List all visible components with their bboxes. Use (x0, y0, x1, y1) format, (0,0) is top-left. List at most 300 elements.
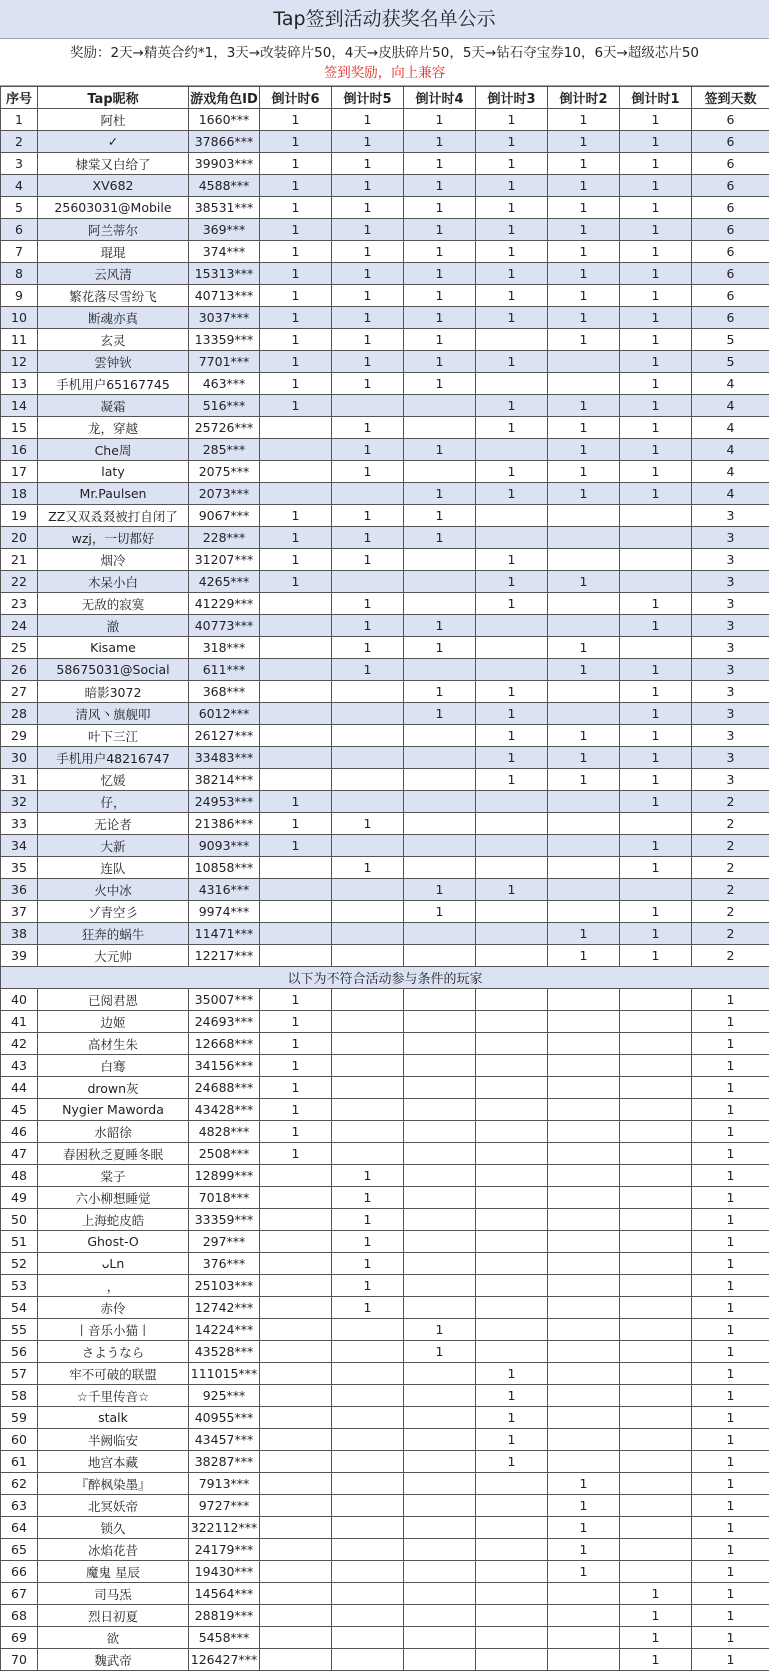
table-cell: 611*** (189, 659, 260, 681)
table-cell: 忆媛 (38, 769, 189, 791)
table-cell: 24179*** (189, 1539, 260, 1561)
table-cell: 1 (692, 1583, 769, 1605)
table-cell: 12217*** (189, 945, 260, 967)
table-cell (620, 1319, 692, 1341)
table-cell: ✓ (38, 131, 189, 153)
table-cell: 1 (332, 351, 404, 373)
table-cell: 1 (620, 1583, 692, 1605)
table-cell: 1 (332, 505, 404, 527)
table-cell (260, 637, 332, 659)
table-cell: 1 (260, 285, 332, 307)
table-cell: 司马炁 (38, 1583, 189, 1605)
table-cell: 1 (692, 1275, 769, 1297)
table-cell: 1 (404, 703, 476, 725)
table-cell: 1 (620, 131, 692, 153)
table-cell: 3 (692, 769, 769, 791)
table-cell (260, 725, 332, 747)
table-row (1, 857, 769, 879)
table-row (1, 439, 769, 461)
table-cell: 1 (476, 769, 548, 791)
table-cell: 1 (692, 1539, 769, 1561)
table-cell (404, 1297, 476, 1319)
table-cell: 63 (1, 1495, 38, 1517)
table-cell: 21 (1, 549, 38, 571)
table-cell: 1 (476, 109, 548, 131)
table-cell: 1 (332, 1187, 404, 1209)
table-cell: 1 (404, 109, 476, 131)
table-cell: 60 (1, 1429, 38, 1451)
table-cell: 1 (1, 109, 38, 131)
table-cell (476, 1605, 548, 1627)
table-cell (332, 1143, 404, 1165)
table-cell: 1 (260, 175, 332, 197)
table-cell: 1 (692, 1385, 769, 1407)
table-cell: 无论者 (38, 813, 189, 835)
table-cell: 1 (692, 1341, 769, 1363)
table-cell: 1 (260, 1121, 332, 1143)
table-cell (476, 329, 548, 351)
rewards-line: 奖励：2天→精英合约*1，3天→改装碎片50，4天→皮肤碎片50，5天→钻石夺宝券10，6天→超级芯片50 (69, 45, 700, 61)
table-cell: 无敌的寂寞 (38, 593, 189, 615)
table-cell: 锁久 (38, 1517, 189, 1539)
table-cell (260, 1561, 332, 1583)
table-cell: 285*** (189, 439, 260, 461)
table-cell (476, 1275, 548, 1297)
table-cell: 44 (1, 1077, 38, 1099)
table-cell: 1 (332, 1297, 404, 1319)
table-cell (332, 835, 404, 857)
table-cell (476, 1473, 548, 1495)
table-cell: 2508*** (189, 1143, 260, 1165)
table-cell: 56 (1, 1341, 38, 1363)
table-cell: 2073*** (189, 483, 260, 505)
table-cell (620, 1143, 692, 1165)
table-row (1, 747, 769, 769)
table-cell: 1 (476, 1385, 548, 1407)
table-cell: 36 (1, 879, 38, 901)
table-cell: 1 (620, 153, 692, 175)
table-cell: 14 (1, 395, 38, 417)
table-cell (404, 549, 476, 571)
table-cell: stalk (38, 1407, 189, 1429)
table-cell: 369*** (189, 219, 260, 241)
table-cell: 1 (476, 197, 548, 219)
table-cell: 1 (548, 483, 620, 505)
table-cell (548, 1011, 620, 1033)
table-cell: 1 (332, 285, 404, 307)
table-cell (260, 1451, 332, 1473)
table-cell: 26127*** (189, 725, 260, 747)
table-cell (404, 1583, 476, 1605)
table-cell: 1 (404, 197, 476, 219)
table-cell: 1 (620, 945, 692, 967)
table-cell (404, 989, 476, 1011)
table-cell: 2 (692, 945, 769, 967)
table-cell (404, 417, 476, 439)
table-cell: 39903*** (189, 153, 260, 175)
table-cell (404, 1385, 476, 1407)
table-cell: 1 (620, 373, 692, 395)
table-row (1, 1385, 769, 1407)
table-row (1, 1209, 769, 1231)
table-cell (548, 1649, 620, 1671)
table-row (1, 1121, 769, 1143)
col-header-countdown-5: 倒计时5 (332, 87, 404, 109)
table-row (1, 505, 769, 527)
table-cell (548, 1209, 620, 1231)
table-cell: 1 (260, 351, 332, 373)
table-cell: 1 (548, 175, 620, 197)
table-cell: 1 (620, 241, 692, 263)
table-cell (404, 1473, 476, 1495)
table-cell: 叶下三江 (38, 725, 189, 747)
table-cell: 1 (476, 747, 548, 769)
table-cell (260, 1319, 332, 1341)
table-cell: 42 (1, 1033, 38, 1055)
table-cell: 1 (260, 241, 332, 263)
table-cell (260, 923, 332, 945)
table-cell (548, 1187, 620, 1209)
table-cell: 1 (332, 153, 404, 175)
table-cell: 1 (332, 417, 404, 439)
table-cell (476, 637, 548, 659)
table-cell (548, 1429, 620, 1451)
table-cell: 琨琨 (38, 241, 189, 263)
ineligible-section (1, 967, 769, 989)
rewards-note: 签到奖励，向上兼容 (323, 65, 446, 81)
table-cell (260, 769, 332, 791)
table-cell: 40955*** (189, 1407, 260, 1429)
table-cell (620, 505, 692, 527)
table-cell: 1 (476, 549, 548, 571)
table-cell (332, 483, 404, 505)
table-cell: 1 (476, 725, 548, 747)
table-cell (620, 527, 692, 549)
col-header-countdown-4: 倒计时4 (404, 87, 476, 109)
table-cell: 1 (548, 285, 620, 307)
table-cell: 1 (260, 571, 332, 593)
table-cell (260, 1297, 332, 1319)
table-cell: 30 (1, 747, 38, 769)
table-cell: 仔， (38, 791, 189, 813)
table-cell: 7701*** (189, 351, 260, 373)
table-cell: 棣棠又白给了 (38, 153, 189, 175)
table-cell (548, 1143, 620, 1165)
table-cell (548, 1605, 620, 1627)
table-cell: 1 (260, 813, 332, 835)
table-cell: 4 (692, 395, 769, 417)
table-cell: 37 (1, 901, 38, 923)
table-cell: 1 (548, 1517, 620, 1539)
table-cell (260, 1517, 332, 1539)
table-row (1, 175, 769, 197)
table-cell: 1 (476, 1429, 548, 1451)
table-cell: 凝霜 (38, 395, 189, 417)
table-cell: 1 (332, 1209, 404, 1231)
table-cell (404, 1253, 476, 1275)
table-cell: 1 (692, 1209, 769, 1231)
table-cell: 1 (548, 1561, 620, 1583)
table-cell: 43 (1, 1055, 38, 1077)
table-cell: 赤伶 (38, 1297, 189, 1319)
table-cell: 41229*** (189, 593, 260, 615)
table-cell (548, 1583, 620, 1605)
table-cell: 1 (332, 857, 404, 879)
table-cell (260, 901, 332, 923)
table-cell: 19 (1, 505, 38, 527)
table-cell: 50 (1, 1209, 38, 1231)
table-row (1, 395, 769, 417)
table-cell: 1 (476, 263, 548, 285)
table-cell: 3 (692, 615, 769, 637)
table-cell: 1 (548, 263, 620, 285)
table-cell: 2 (692, 791, 769, 813)
table-cell: 1 (620, 857, 692, 879)
table-cell: 1 (404, 505, 476, 527)
table-cell: 1 (692, 1407, 769, 1429)
table-cell: 3 (692, 571, 769, 593)
table-cell: 1 (332, 659, 404, 681)
table-cell: 1 (332, 307, 404, 329)
table-row (1, 791, 769, 813)
table-cell (548, 1253, 620, 1275)
table-cell: 狂奔的蜗牛 (38, 923, 189, 945)
table-cell (404, 1429, 476, 1451)
table-cell (620, 571, 692, 593)
table-cell (548, 373, 620, 395)
table-cell: 11471*** (189, 923, 260, 945)
table-row (1, 1451, 769, 1473)
table-cell: 1 (692, 1627, 769, 1649)
table-cell: 连队 (38, 857, 189, 879)
table-cell: 1 (332, 197, 404, 219)
table-cell: 2 (692, 835, 769, 857)
table-cell: Kisame (38, 637, 189, 659)
table-cell: 1 (692, 1253, 769, 1275)
table-cell: 1 (692, 1473, 769, 1495)
table-cell: 1 (620, 923, 692, 945)
table-cell (476, 1583, 548, 1605)
table-cell: 1 (260, 527, 332, 549)
table-row (1, 901, 769, 923)
table-cell: 6 (692, 285, 769, 307)
table-cell: 6 (1, 219, 38, 241)
table-cell (404, 1649, 476, 1671)
table-cell (548, 989, 620, 1011)
table-row (1, 549, 769, 571)
table-cell (260, 1539, 332, 1561)
table-cell (548, 703, 620, 725)
table-cell (548, 1165, 620, 1187)
table-cell (620, 1407, 692, 1429)
table-row (1, 659, 769, 681)
table-cell (404, 461, 476, 483)
table-cell: 1 (476, 307, 548, 329)
table-cell (332, 1055, 404, 1077)
table-cell: 33 (1, 813, 38, 835)
table-cell (404, 593, 476, 615)
table-cell: 38214*** (189, 769, 260, 791)
table-row (1, 1583, 769, 1605)
table-cell: 52 (1, 1253, 38, 1275)
table-cell (332, 1341, 404, 1363)
table-cell (332, 1649, 404, 1671)
table-cell: 1 (404, 901, 476, 923)
ineligible-rows (1, 989, 769, 1671)
table-cell: 1 (620, 417, 692, 439)
table-cell: 1 (692, 1011, 769, 1033)
table-cell: 5458*** (189, 1627, 260, 1649)
table-cell: 7913*** (189, 1473, 260, 1495)
table-cell (620, 813, 692, 835)
table-cell (260, 593, 332, 615)
table-cell (404, 1407, 476, 1429)
table-cell (620, 1209, 692, 1231)
table-cell (404, 747, 476, 769)
table-cell: 35 (1, 857, 38, 879)
winners-table (0, 86, 769, 1671)
table-cell: 1 (620, 835, 692, 857)
table-cell: 38 (1, 923, 38, 945)
table-row (1, 329, 769, 351)
table-row (1, 1407, 769, 1429)
table-cell: 6 (692, 307, 769, 329)
table-cell: 1 (620, 703, 692, 725)
table-cell: 1 (404, 637, 476, 659)
table-cell: 1 (404, 527, 476, 549)
table-cell: 1 (692, 1561, 769, 1583)
table-cell: 1 (620, 329, 692, 351)
table-cell (260, 1407, 332, 1429)
table-cell (332, 703, 404, 725)
table-cell (332, 769, 404, 791)
table-cell: 1 (332, 175, 404, 197)
table-cell: 烈日初夏 (38, 1605, 189, 1627)
table-cell (332, 1451, 404, 1473)
table-cell (548, 1341, 620, 1363)
table-cell: 1 (692, 989, 769, 1011)
table-cell: 1 (404, 175, 476, 197)
table-cell (260, 461, 332, 483)
table-cell: 322112*** (189, 1517, 260, 1539)
table-cell: 6 (692, 263, 769, 285)
table-cell (548, 1077, 620, 1099)
table-row (1, 769, 769, 791)
table-cell (332, 923, 404, 945)
table-cell: ， (38, 1275, 189, 1297)
table-cell: 2 (692, 923, 769, 945)
table-cell: 北冥妖帝 (38, 1495, 189, 1517)
table-cell (476, 1143, 548, 1165)
table-cell: 1 (260, 791, 332, 813)
table-cell (476, 945, 548, 967)
table-cell: 1 (548, 219, 620, 241)
table-cell (332, 1561, 404, 1583)
table-cell (404, 791, 476, 813)
table-cell (620, 1077, 692, 1099)
table-row (1, 1011, 769, 1033)
table-cell: 28 (1, 703, 38, 725)
table-cell: 大元帅 (38, 945, 189, 967)
table-cell (404, 395, 476, 417)
table-cell: 12668*** (189, 1033, 260, 1055)
table-cell (476, 1649, 548, 1671)
table-cell: 228*** (189, 527, 260, 549)
table-cell: 12899*** (189, 1165, 260, 1187)
table-cell: 1 (476, 417, 548, 439)
col-header-countdown-3: 倒计时3 (476, 87, 548, 109)
table-cell (332, 1077, 404, 1099)
table-cell (260, 1165, 332, 1187)
col-header-index: 序号 (1, 87, 38, 109)
table-cell (404, 1033, 476, 1055)
table-cell: 1 (476, 241, 548, 263)
table-cell: 40713*** (189, 285, 260, 307)
table-cell: 1 (332, 329, 404, 351)
table-row (1, 1077, 769, 1099)
table-cell: 1 (260, 989, 332, 1011)
table-cell: laty (38, 461, 189, 483)
table-cell (260, 659, 332, 681)
table-cell: 1 (332, 1275, 404, 1297)
table-cell: 1 (476, 483, 548, 505)
table-cell (548, 1407, 620, 1429)
table-row (1, 1363, 769, 1385)
table-cell (476, 989, 548, 1011)
table-cell: 7 (1, 241, 38, 263)
table-cell: 28819*** (189, 1605, 260, 1627)
table-cell (548, 1033, 620, 1055)
table-row (1, 307, 769, 329)
table-cell: 1 (260, 1099, 332, 1121)
table-cell: 1 (692, 1429, 769, 1451)
table-cell (620, 1253, 692, 1275)
table-cell (476, 659, 548, 681)
table-cell (476, 1495, 548, 1517)
table-cell (404, 1363, 476, 1385)
table-cell: 1 (260, 373, 332, 395)
table-row (1, 219, 769, 241)
table-cell: 1 (620, 285, 692, 307)
table-cell: 1 (548, 725, 620, 747)
table-cell: 1 (332, 615, 404, 637)
table-cell (620, 1011, 692, 1033)
table-cell: 10858*** (189, 857, 260, 879)
table-cell (260, 1429, 332, 1451)
col-header-countdown-6: 倒计时6 (260, 87, 332, 109)
table-cell: 1 (692, 1517, 769, 1539)
table-cell: 丨音乐小猫丨 (38, 1319, 189, 1341)
table-cell (404, 1077, 476, 1099)
table-cell: 3 (692, 659, 769, 681)
table-cell: 1 (404, 1319, 476, 1341)
table-cell (620, 1539, 692, 1561)
table-cell (332, 1011, 404, 1033)
table-cell: 70 (1, 1649, 38, 1671)
table-cell (620, 1429, 692, 1451)
table-cell: 38531*** (189, 197, 260, 219)
table-cell: 1 (476, 351, 548, 373)
table-cell: 48 (1, 1165, 38, 1187)
table-cell (404, 1539, 476, 1561)
table-cell: 1 (404, 483, 476, 505)
table-cell: 水韶徐 (38, 1121, 189, 1143)
table-cell: 55 (1, 1319, 38, 1341)
table-cell (260, 1649, 332, 1671)
table-cell: 阿杜 (38, 109, 189, 131)
table-cell: 3 (692, 505, 769, 527)
table-cell: 1 (404, 373, 476, 395)
